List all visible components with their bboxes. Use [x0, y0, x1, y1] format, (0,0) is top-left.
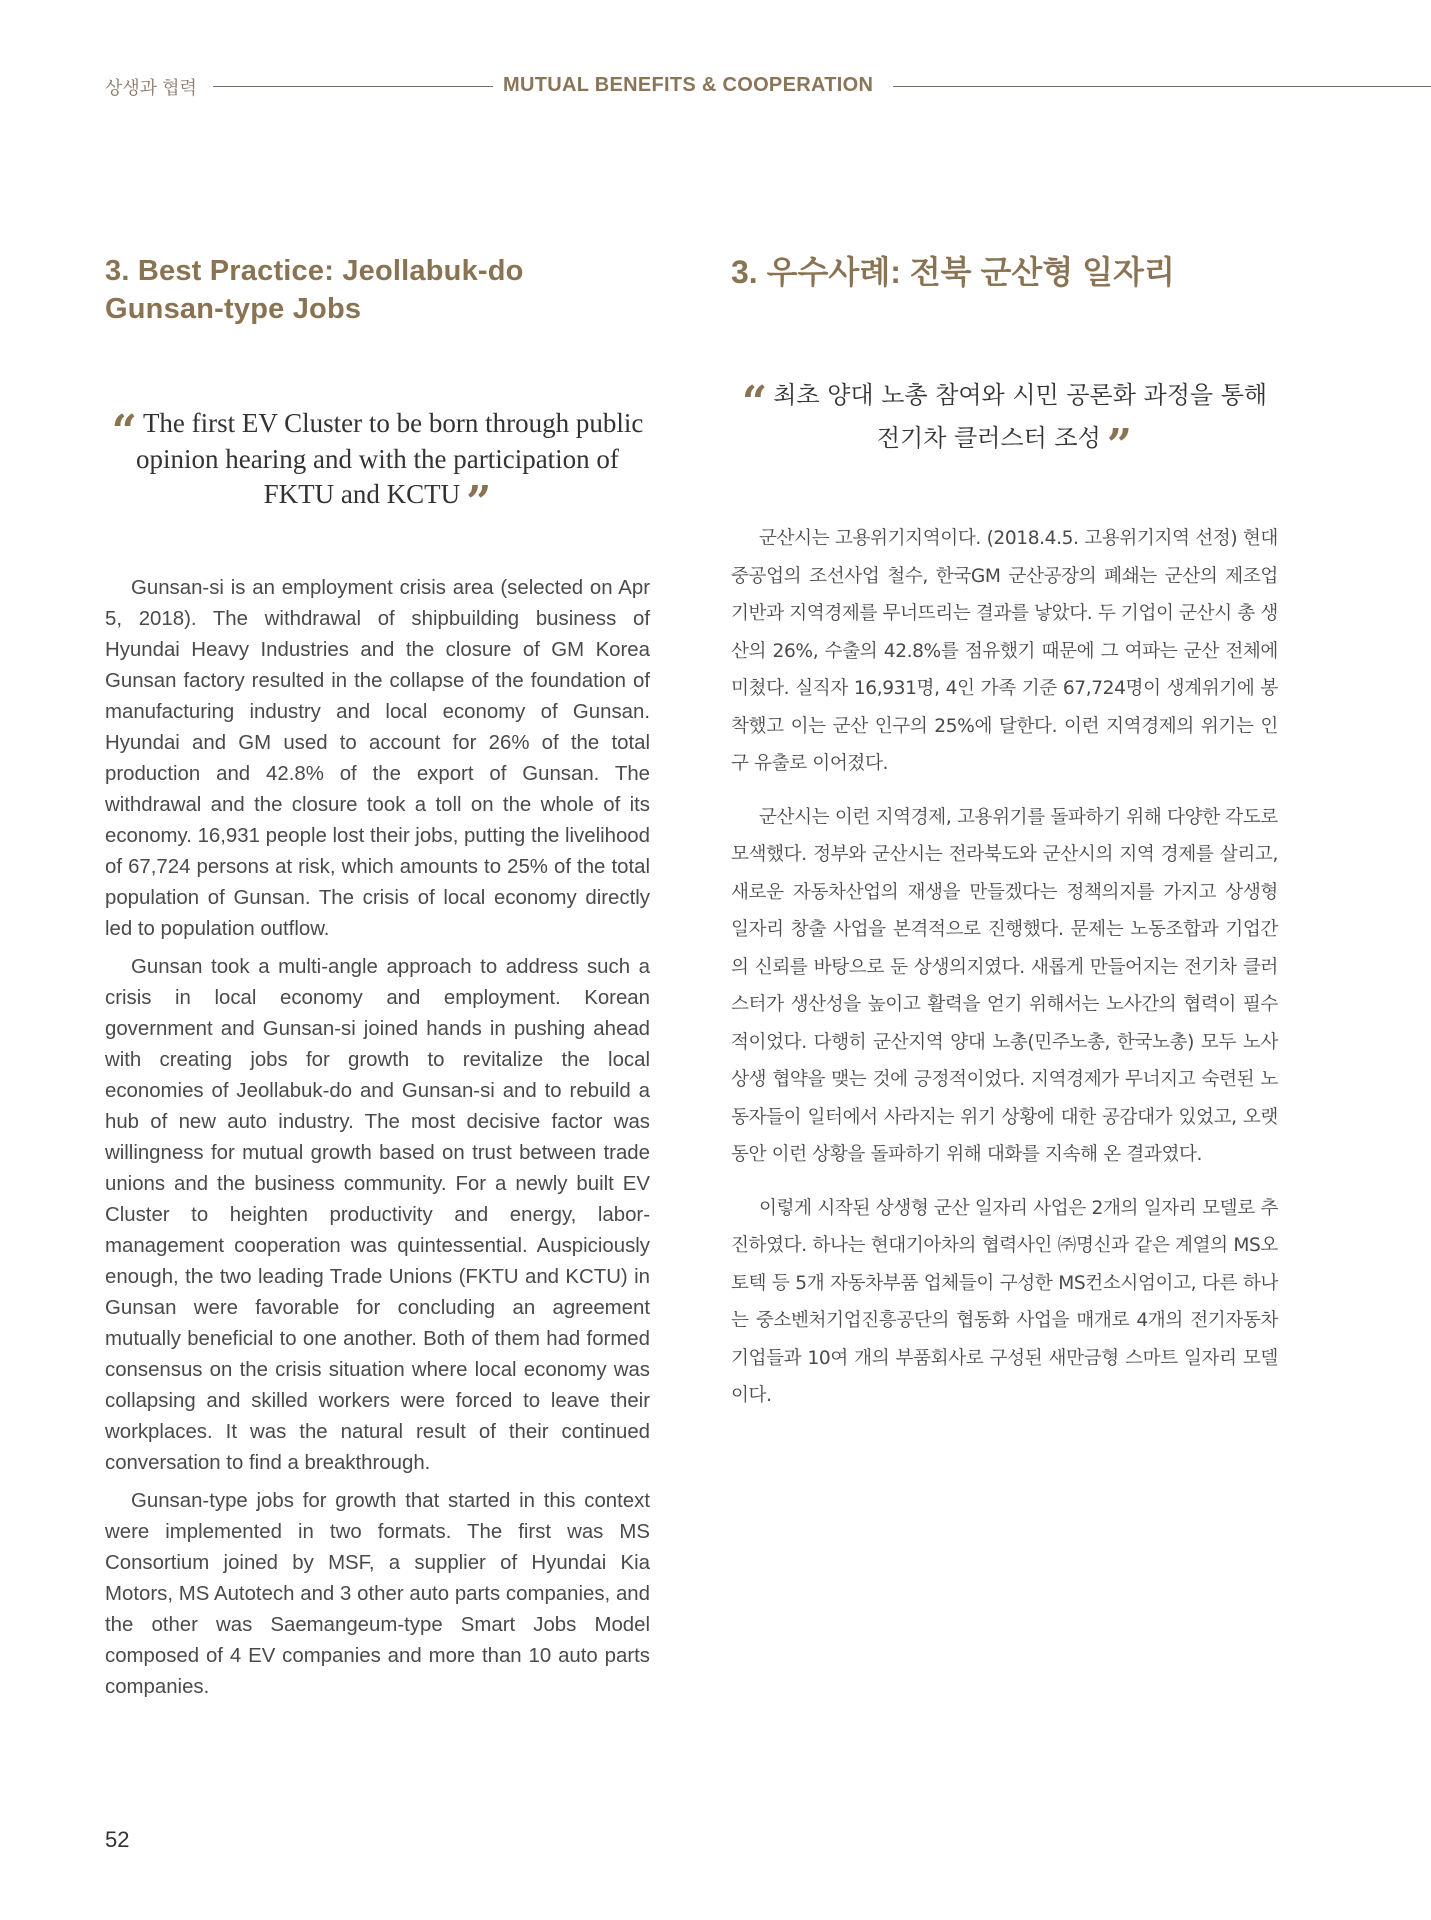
paragraph: 군산시는 이런 지역경제, 고용위기를 돌파하기 위해 다양한 각도로 모색했다. 정부와 군산시는 전라북도와 군산시의 지역 경제를 살리고, 새로운 자동차산업의 재생을 만들겠다는 정책의지를 가지고 상생형 일자리 창출 사업을 본격적으로 진행했다. 문제는 노동조합과 기업간의 신뢰를 바탕으로 둔 상생의지였다. 새롭게 만들어지는 전기차 클러스터가 생산성을 높이고 활력을 얻기 위해서는 노사간의 협력이 필수적이었다. 다행히 군산지역 양대 노총(민주노총, 한국노총) 모두 노사상생 협약을 맺는 것에 긍정적이었다. 지역경제가 무너지고 숙련된 노동자들이 일터에서 사라지는 위기 상황에 대한 공감대가 있었고, 오랫동안 이런 상황을 돌파하기 위해 대화를 지속해 온 결과였다. — [731, 806, 1278, 1165]
page-number: 52 — [105, 1827, 130, 1852]
header-rule-right — [893, 86, 1431, 87]
english-column — [105, 252, 650, 1710]
paragraph: Gunsan-type jobs for growth that started in this context were implemented in two formats. The first was MS Consortium joined by MSF, a supplier of Hyundai Kia Motors, MS Autotech and 3 other auto parts companies, and the other was Saemangeum-type Smart Jobs Model composed of 4 EV companies and more than 10 auto parts companies. — [105, 1490, 650, 1698]
header-section-korean: 상생과 협력 — [105, 78, 197, 98]
section-title-korean: 3. 우수사례: 전북 군산형 일자리 — [731, 254, 1175, 290]
header-section-english: MUTUAL BENEFITS & COOPERATION — [503, 74, 874, 96]
body-text-english — [105, 573, 650, 1703]
body-text-korean — [731, 520, 1278, 1415]
paragraph: Gunsan-si is an employment crisis area (selected on Apr 5, 2018). The withdrawal of shipbuilding business of Hyundai Heavy Industries and the closure of GM Korea Gunsan factory resulted in the collapse of the foundation of manufacturing industry and local economy of Gunsan. Hyundai and GM used to account for 26% of the total production and 42.8% of the export of Gunsan. The withdrawal and the closure took a toll on the whole of its economy. 16,931 people lost their jobs, putting the livelihood of 67,724 persons at risk, which amounts to 25% of the total population of Gunsan. The crisis of local economy directly led to population outflow. — [105, 577, 650, 940]
open-quote-icon: “ — [741, 377, 768, 428]
pull-quote-english — [105, 406, 650, 528]
running-header — [105, 74, 1431, 98]
section-title-english: 3. Best Practice: Jeollabuk-do Gunsan-type Jobs — [105, 255, 524, 325]
close-quote-icon: ” — [1106, 420, 1133, 471]
open-quote-icon: “ — [111, 406, 137, 457]
paragraph: Gunsan took a multi-angle approach to address such a crisis in local economy and employment. Korean government and Gunsan-si joined hands in pushing ahead with creating jobs for growth to revitalize the local economies of Jeollabuk-do and Gunsan-si and to rebuild a hub of new auto industry. The most decisive factor was willingness for mutual growth based on trust between trade unions and the business community. For a newly built EV Cluster to heighten productivity and energy, labor-management cooperation was quintessential. Auspiciously enough, the two leading Trade Unions (FKTU and KCTU) in Gunsan were favorable for concluding an agreement mutually beneficial to one another. Both of them had formed consensus on the crisis situation where local economy was collapsing and skilled workers were forced to leave their workplaces. It was the natural result of their continued conversation to find a breakthrough. — [105, 956, 650, 1474]
pull-quote-text: The first EV Cluster to be born through public opinion hearing and with the participation of FKTU and KCTU — [136, 408, 644, 509]
paragraph: 이렇게 시작된 상생형 군산 일자리 사업은 2개의 일자리 모델로 추진하였다. 하나는 현대기아차의 협력사인 ㈜명신과 같은 계열의 MS오토텍 등 5개 자동차부품 업체들이 구성한 MS컨소시엄이고, 다른 하나는 중소벤처기업진흥공단의 협동화 사업을 매개로 4개의 전기자동차 기업들과 10여 개의 부품회사로 구성된 새만금형 스마트 일자리 모델이다. — [731, 1197, 1278, 1406]
pull-quote-text: 최초 양대 노총 참여와 시민 공론화 과정을 통해 전기차 클러스터 조성 — [773, 381, 1268, 452]
close-quote-icon: ” — [466, 477, 492, 528]
pull-quote-korean — [731, 374, 1278, 471]
paragraph: 군산시는 고용위기지역이다. (2018.4.5. 고용위기지역 선정) 현대중공업의 조선사업 철수, 한국GM 군산공장의 폐쇄는 군산의 제조업 기반과 지역경제를 무너뜨리는 결과를 낳았다. 두 기업이 군산시 총 생산의 26%, 수출의 42.8%를 점유했기 때문에 그 여파는 군산 전체에 미쳤다. 실직자 16,931명, 4인 가족 기준 67,724명이 생계위기에 봉착했고 이는 군산 인구의 25%에 달한다. 이런 지역경제의 위기는 인구 유출로 이어졌다. — [731, 528, 1278, 774]
header-rule-left — [213, 86, 493, 87]
korean-column — [731, 252, 1278, 1431]
